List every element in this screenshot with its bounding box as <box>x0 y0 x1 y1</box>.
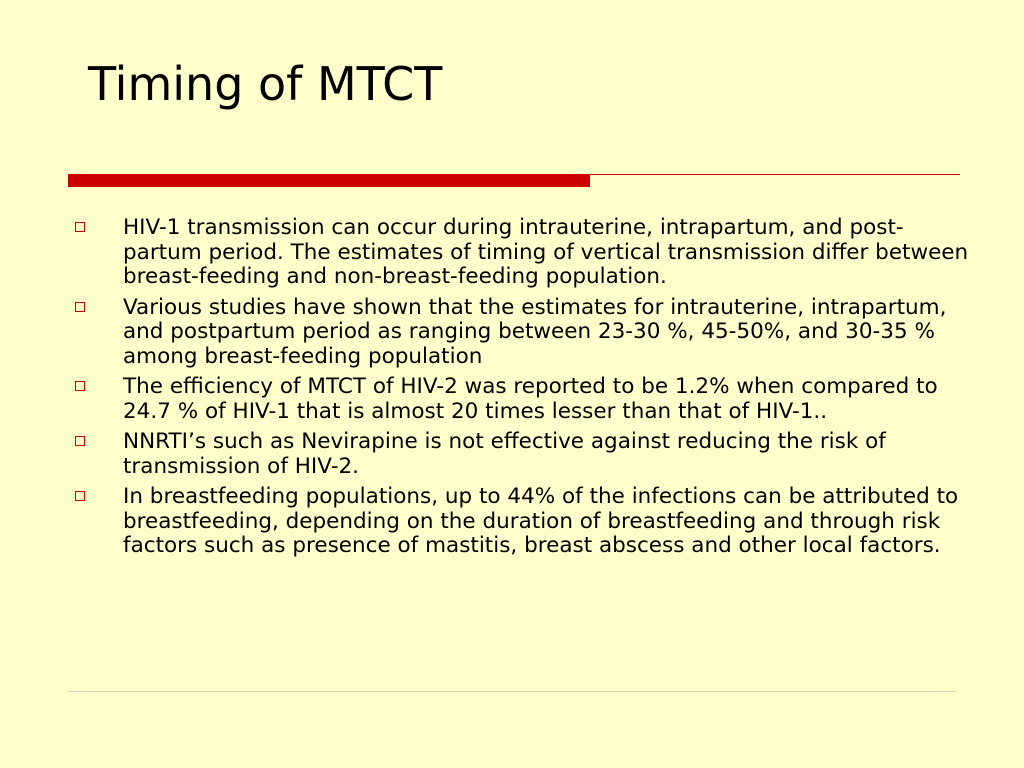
title-underline-thin <box>590 174 960 175</box>
bullet-item <box>72 375 972 424</box>
bullet-item <box>72 485 972 559</box>
slide-title: Timing of MTCT <box>88 57 443 111</box>
hollow-square-icon <box>75 491 85 501</box>
bullet-item <box>72 296 972 370</box>
hollow-square-icon <box>75 381 85 391</box>
bullet-list <box>72 216 972 565</box>
bullet-text: In breastfeeding populations, up to 44% of the infections can be attributed to breastfeeding, depending on the duration of breastfeeding and through risk factors such as presence of mastitis, breast abscess and other local factors. <box>123 484 959 558</box>
bullet-text: Various studies have shown that the estimates for intrauterine, intrapartum, and postpartum period as ranging between 23-30 %, 45-50%, and 30-35 % among breast-feeding population <box>123 294 947 369</box>
hollow-square-icon <box>75 436 85 446</box>
bullet-text: NNRTI’s such as Nevirapine is not effective against reducing the risk of transmission of HIV-2. <box>123 429 886 479</box>
bullet-text: HIV-1 transmission can occur during intrauterine, intrapartum, and post-partum period. The estimates of timing of vertical transmission differ between breast-feeding and non-breast-feeding population. <box>123 215 969 289</box>
title-underline-thick <box>68 174 590 187</box>
bullet-text: The efficiency of MTCT of HIV-2 was reported to be 1.2% when compared to 24.7 % of HIV-1 that is almost 20 times lesser than that of HIV-1.. <box>123 374 938 424</box>
footer-divider <box>68 691 956 692</box>
hollow-square-icon <box>75 222 85 232</box>
bullet-item <box>72 216 972 290</box>
hollow-square-icon <box>75 302 85 312</box>
bullet-item <box>72 430 972 479</box>
